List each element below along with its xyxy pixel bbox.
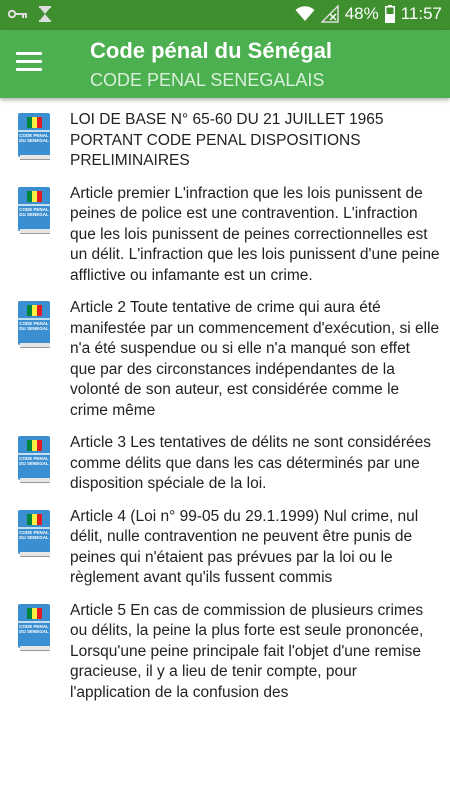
article-text: Article premier L'infraction que les lois punissent de peines de police est une contravention. L'infraction que les lois punissent de peines correctionnelles est un délit. L'infraction que les lois punissent d'une peine afflictive ou infamante est un crime. [70,184,440,284]
list-item[interactable] [0,495,450,589]
article-text: Article 5 En cas de commission de plusieurs crimes ou délits, la peine la plus forte est seule prononcée, Lorsqu'une peine principale fait l'objet d'une remise gracieuse, il y a lieu de tenir compte, pour l'application de la confusion des [70,601,424,701]
status-left-icons [8,6,52,22]
list-item[interactable] [0,421,450,495]
list-item[interactable] [0,589,450,704]
app-title: Code pénal du Sénégal [90,38,333,63]
article-text: Article 2 Toute tentative de crime qui aura été manifestée par un commencement d'exécution, si elle n'a été suspendue ou si elle n'a manqué son effet que par des circonstances indépendantes de la volonté de son auteur, est considérée comme le crime même [70,299,440,419]
hourglass-icon [38,6,52,22]
app-bar [0,30,450,98]
battery-icon [385,5,395,23]
status-right-icons [295,4,442,24]
list-item[interactable] [0,98,450,172]
key-icon [8,8,28,20]
book-icon: CODE PENAL DU SENEGAL [18,301,52,349]
signal-off-icon [321,5,339,23]
article-text: Article 3 Les tentatives de délits ne sont considérées comme délits que dans les cas déterminés par une disposition spéciale de la loi. [70,434,432,492]
list-item[interactable] [0,286,450,421]
menu-icon[interactable] [16,52,42,74]
list-item[interactable] [0,172,450,287]
article-text: Article 4 (Loi n° 99-05 du 29.1.1999) Nul crime, nul délit, nulle contravention ne peuvent être punis de peines qui n'étaient pas prévues par la loi ou le règlement avant qu'ils fussent commis [70,507,419,586]
wifi-icon [295,6,315,22]
article-text: LOI DE BASE N° 65-60 DU 21 JUILLET 1965 PORTANT CODE PENAL DISPOSITIONS PRELIMINAIRES [70,111,384,169]
battery-percent: 48% [344,4,379,23]
book-icon: CODE PENAL DU SENEGAL [18,187,52,235]
status-bar [0,0,450,30]
app-subtitle: CODE PENAL SENEGALAIS [90,70,325,90]
article-list[interactable] [0,98,450,800]
book-icon: CODE PENAL DU SENEGAL [18,436,52,484]
book-icon: CODE PENAL DU SENEGAL [18,113,52,161]
book-icon: CODE PENAL DU SENEGAL [18,510,52,558]
clock: 11:57 [400,4,442,23]
book-icon: CODE PENAL DU SENEGAL [18,604,52,652]
